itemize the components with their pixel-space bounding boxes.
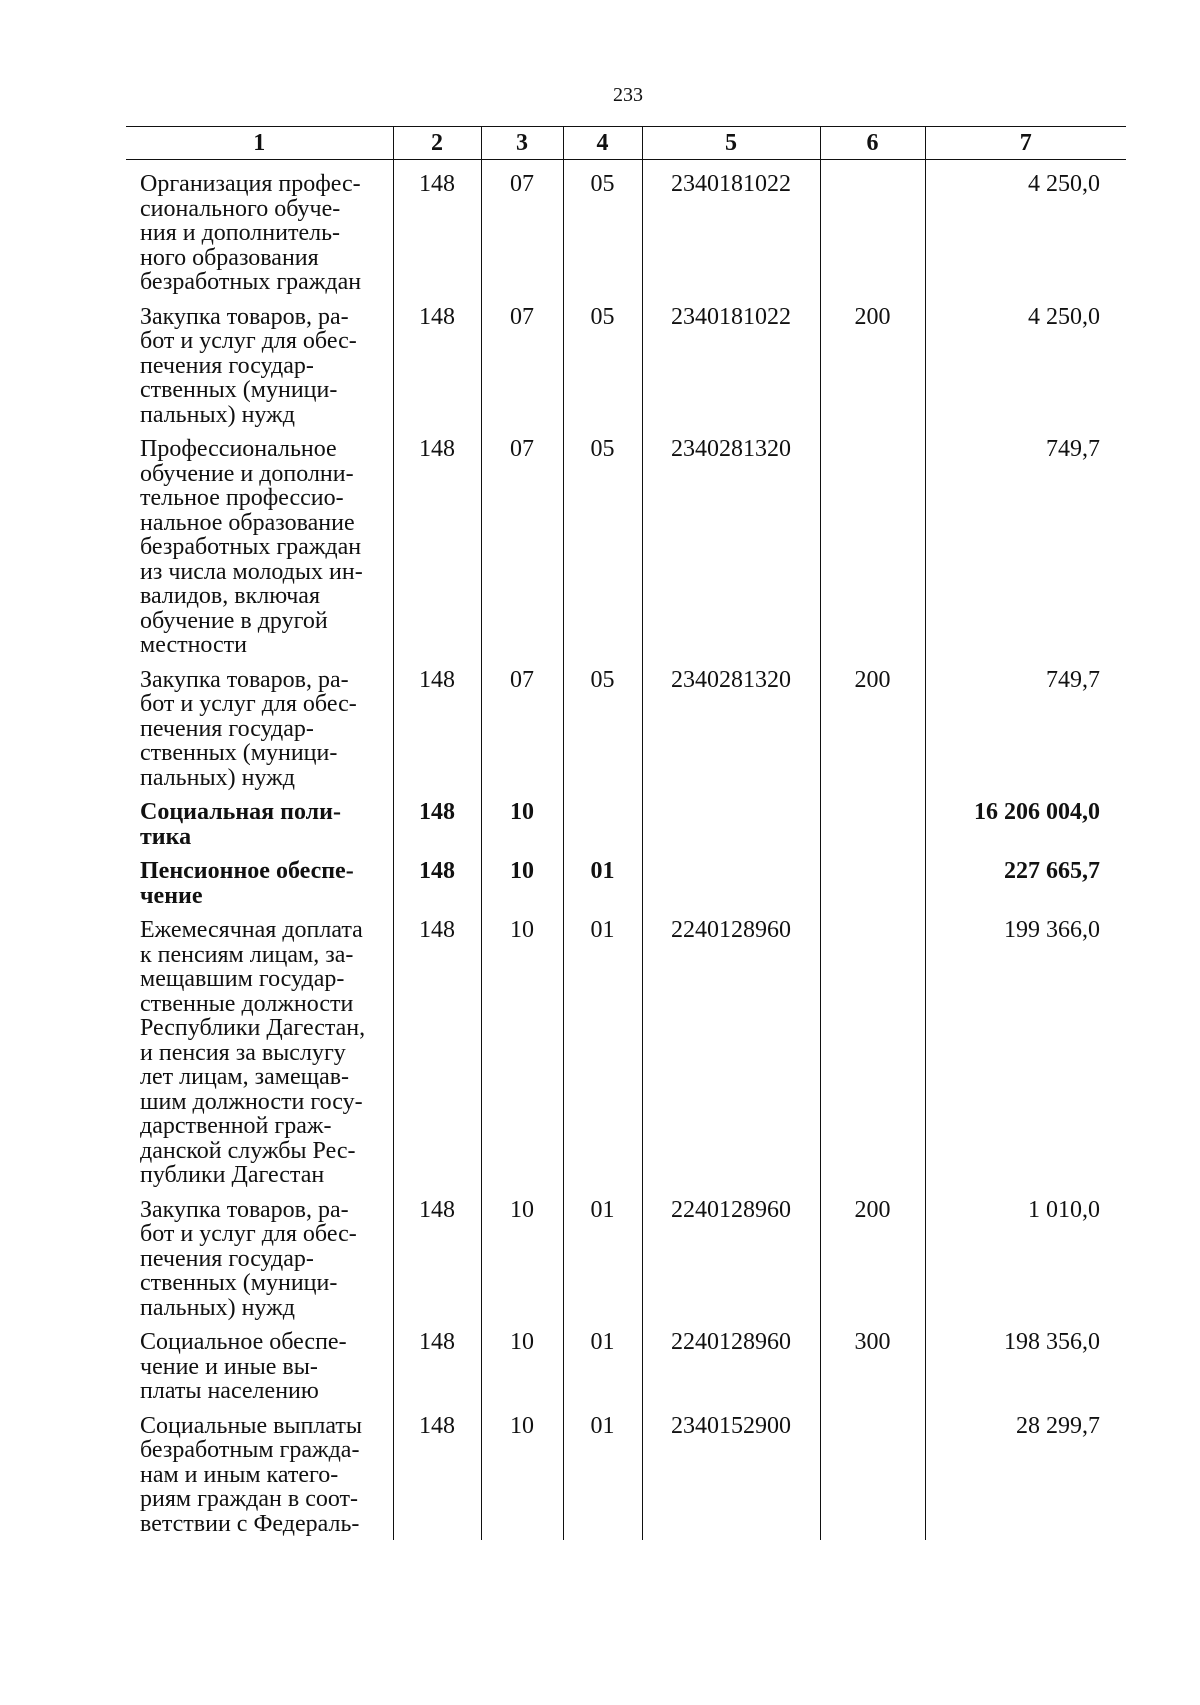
cell-section: 10	[481, 918, 563, 1198]
header-row	[126, 127, 1126, 160]
table-row	[126, 859, 1126, 918]
cell-section: 07	[481, 172, 563, 305]
column-header: 7	[925, 127, 1126, 160]
cell-amount: 749,7	[925, 437, 1126, 668]
cell-expense-type	[820, 859, 925, 918]
cell-subsection: 01	[563, 859, 642, 918]
cell-amount: 227 665,7	[925, 859, 1126, 918]
cell-target-article: 2240128960	[642, 1198, 820, 1331]
cell-expense-type	[820, 1414, 925, 1540]
column-header: 5	[642, 127, 820, 160]
cell-department: 148	[393, 859, 481, 918]
cell-department: 148	[393, 800, 481, 859]
row-name: Профессиональное обучение и дополни- тельное профессио- нальное образование безработных граждан из числа молодых ин- валидов, включая обучение в другой местности	[140, 436, 363, 658]
table-row	[126, 800, 1126, 859]
cell-section: 10	[481, 1330, 563, 1414]
budget-table	[126, 126, 1126, 1540]
cell-amount: 1 010,0	[925, 1198, 1126, 1331]
cell-target-article: 2240128960	[642, 918, 820, 1198]
cell-expense-type	[820, 800, 925, 859]
table-row	[126, 437, 1126, 668]
column-header: 6	[820, 127, 925, 160]
table-row	[126, 668, 1126, 801]
cell-department: 148	[393, 1414, 481, 1540]
row-name: Ежемесячная доплата к пенсиям лицам, за- мещавшим государ- ственные должности Республики Дагестан, и пенсия за выслугу лет лицам, замещав- шим должности госу- дарственной граж- данской службы Рес- публики Дагестан	[140, 917, 366, 1188]
table-row	[126, 1198, 1126, 1331]
page-number: 233	[613, 84, 643, 106]
cell-target-article: 2340181022	[642, 305, 820, 438]
cell-expense-type	[820, 918, 925, 1198]
cell-target-article: 2340152900	[642, 1414, 820, 1540]
cell-target-article	[642, 859, 820, 918]
cell-subsection	[563, 800, 642, 859]
column-header: 2	[393, 127, 481, 160]
cell-section: 10	[481, 800, 563, 859]
table-row	[126, 305, 1126, 438]
row-name: Пенсионное обеспе- чение	[140, 858, 354, 909]
cell-section: 07	[481, 668, 563, 801]
cell-expense-type	[820, 437, 925, 668]
cell-expense-type: 200	[820, 668, 925, 801]
cell-target-article: 2240128960	[642, 1330, 820, 1414]
cell-department: 148	[393, 918, 481, 1198]
cell-subsection: 05	[563, 305, 642, 438]
cell-section: 10	[481, 1198, 563, 1331]
column-header: 1	[126, 127, 393, 160]
cell-expense-type: 200	[820, 305, 925, 438]
cell-expense-type: 200	[820, 1198, 925, 1331]
cell-target-article: 2340281320	[642, 668, 820, 801]
cell-section: 07	[481, 305, 563, 438]
cell-amount: 16 206 004,0	[925, 800, 1126, 859]
cell-amount: 749,7	[925, 668, 1126, 801]
row-name: Социальное обеспе- чение и иные вы- платы населению	[140, 1329, 347, 1404]
cell-department: 148	[393, 668, 481, 801]
cell-subsection: 01	[563, 1330, 642, 1414]
cell-target-article: 2340281320	[642, 437, 820, 668]
cell-subsection: 05	[563, 668, 642, 801]
row-name: Закупка товаров, ра- бот и услуг для обес- печения государ- ственных (муници- пальных) нужд	[140, 666, 357, 791]
column-header: 3	[481, 127, 563, 160]
cell-section: 10	[481, 1414, 563, 1540]
cell-amount: 199 366,0	[925, 918, 1126, 1198]
row-name: Закупка товаров, ра- бот и услуг для обес- печения государ- ственных (муници- пальных) нужд	[140, 303, 357, 428]
row-name: Социальные выплаты безработным гражда- нам и иным катего- риям граждан в соот- ветствии с Федераль-	[140, 1412, 363, 1537]
cell-department: 148	[393, 172, 481, 305]
table-row	[126, 918, 1126, 1198]
cell-department: 148	[393, 1330, 481, 1414]
table-row	[126, 1330, 1126, 1414]
cell-subsection: 01	[563, 1198, 642, 1331]
table-body	[126, 160, 1126, 1540]
cell-amount: 198 356,0	[925, 1330, 1126, 1414]
cell-subsection: 05	[563, 437, 642, 668]
row-name: Организация профес- сионального обуче- ния и дополнитель- ного образования безработных граждан	[140, 171, 362, 295]
cell-department: 148	[393, 305, 481, 438]
cell-subsection: 05	[563, 172, 642, 305]
cell-amount: 28 299,7	[925, 1414, 1126, 1540]
cell-subsection: 01	[563, 1414, 642, 1540]
cell-section: 10	[481, 859, 563, 918]
cell-target-article	[642, 800, 820, 859]
column-header: 4	[563, 127, 642, 160]
row-name: Закупка товаров, ра- бот и услуг для обес- печения государ- ственных (муници- пальных) нужд	[140, 1196, 357, 1321]
table-row	[126, 1414, 1126, 1540]
cell-section: 07	[481, 437, 563, 668]
cell-amount: 4 250,0	[925, 172, 1126, 305]
cell-amount: 4 250,0	[925, 305, 1126, 438]
cell-target-article: 2340181022	[642, 172, 820, 305]
cell-department: 148	[393, 437, 481, 668]
cell-expense-type	[820, 172, 925, 305]
row-name: Социальная поли- тика	[140, 799, 341, 850]
cell-subsection: 01	[563, 918, 642, 1198]
cell-department: 148	[393, 1198, 481, 1331]
table-row	[126, 172, 1126, 305]
cell-expense-type: 300	[820, 1330, 925, 1414]
